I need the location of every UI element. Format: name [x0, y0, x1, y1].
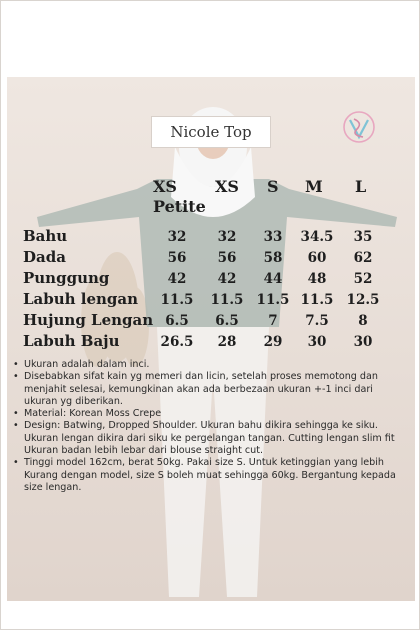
row-label-labuh-baju: Labuh Baju [23, 332, 120, 350]
cell-labuh-lengan-l: 12.5 [346, 292, 380, 308]
cell-dada-xs-petite: 56 [167, 250, 187, 266]
note-line: • Ukuran adalah dalam inci. [24, 359, 150, 370]
size-header-m: M [305, 177, 323, 196]
cell-dada-xs: 56 [217, 250, 237, 266]
cell-bahu-l: 35 [353, 229, 373, 245]
cell-bahu-s: 33 [263, 229, 283, 245]
cell-dada-s: 58 [263, 250, 283, 266]
note-item [13, 371, 415, 408]
product-photo-background [7, 77, 415, 601]
cell-hujung-lengan-xs: 6.5 [215, 313, 239, 329]
cell-bahu-xs: 32 [217, 229, 237, 245]
size-header-xs-petite: XS [153, 177, 177, 196]
row-label-hujung-lengan: Hujung Lengan [23, 311, 154, 329]
cell-labuh-baju-xs-petite: 26.5 [160, 334, 194, 350]
size-header-xs-petite-sub: Petite [153, 197, 206, 216]
cell-bahu-xs-petite: 32 [167, 229, 187, 245]
cell-labuh-lengan-xs: 11.5 [210, 292, 244, 308]
row-label-dada: Dada [23, 248, 66, 266]
row-label-labuh-lengan: Labuh lengan [23, 290, 139, 308]
note-line: menjahit selesai, kemungkinan akan ada berbezaan ukuran +-1 inci dari [24, 383, 373, 395]
note-item [13, 420, 415, 457]
note-line: size lengan. [24, 481, 82, 493]
cell-labuh-lengan-s: 11.5 [256, 292, 290, 308]
row-label-punggung: Punggung [23, 269, 110, 287]
note-item [13, 359, 415, 371]
note-line: Ukuran badan lebih lebar dari blouse straight cut. [24, 445, 264, 457]
cell-labuh-lengan-xs-petite: 11.5 [160, 292, 194, 308]
row-label-bahu: Bahu [23, 227, 68, 245]
size-header-xs: XS [215, 177, 239, 196]
note-line: Ukuran lengan dikira dari siku ke pergelangan tangan. Cutting lengan slim fit [24, 432, 395, 444]
note-line: • Design: Batwing, Dropped Shoulder. Ukuran bahu dikira sehingga ke siku. [24, 420, 378, 432]
cell-bahu-m: 34.5 [300, 229, 334, 245]
cell-punggung-xs: 42 [217, 271, 237, 287]
cell-dada-l: 62 [353, 250, 373, 266]
cell-hujung-lengan-s: 7 [268, 313, 278, 329]
cell-hujung-lengan-l: 8 [358, 313, 368, 329]
cell-hujung-lengan-m: 7.5 [305, 313, 329, 329]
cell-labuh-baju-s: 29 [263, 334, 283, 350]
note-item [13, 457, 415, 494]
cell-labuh-baju-l: 30 [353, 334, 373, 350]
note-line: Kurang dengan model, size S boleh muat sehingga 60kg. Bergantung kepada [24, 469, 396, 481]
brand-monogram-icon [341, 107, 377, 147]
cell-punggung-m: 48 [307, 271, 327, 287]
note-line: • Material: Korean Moss Crepe [24, 408, 162, 420]
size-notes-list [13, 359, 415, 494]
size-header-l: L [355, 177, 367, 196]
cell-punggung-xs-petite: 42 [167, 271, 187, 287]
cell-punggung-l: 52 [353, 271, 373, 287]
model-photo [7, 77, 415, 601]
cell-labuh-baju-m: 30 [307, 334, 327, 350]
product-title-box [151, 116, 271, 148]
size-header-s: S [267, 177, 279, 196]
cell-punggung-s: 44 [263, 271, 283, 287]
cell-dada-m: 60 [307, 250, 327, 266]
note-item [13, 408, 415, 420]
note-line: • Tinggi model 162cm, berat 50kg. Pakai size S. Untuk ketinggian yang lebih [24, 457, 384, 469]
note-line: ukuran yg diberikan. [24, 395, 123, 407]
cell-labuh-baju-xs: 28 [217, 334, 237, 350]
product-title: Nicole Top [170, 123, 252, 141]
note-line: • Disebabkan sifat kain yg memeri dan licin, setelah proses memotong dan [24, 371, 378, 383]
cell-labuh-lengan-m: 11.5 [300, 292, 334, 308]
cell-hujung-lengan-xs-petite: 6.5 [165, 313, 189, 329]
